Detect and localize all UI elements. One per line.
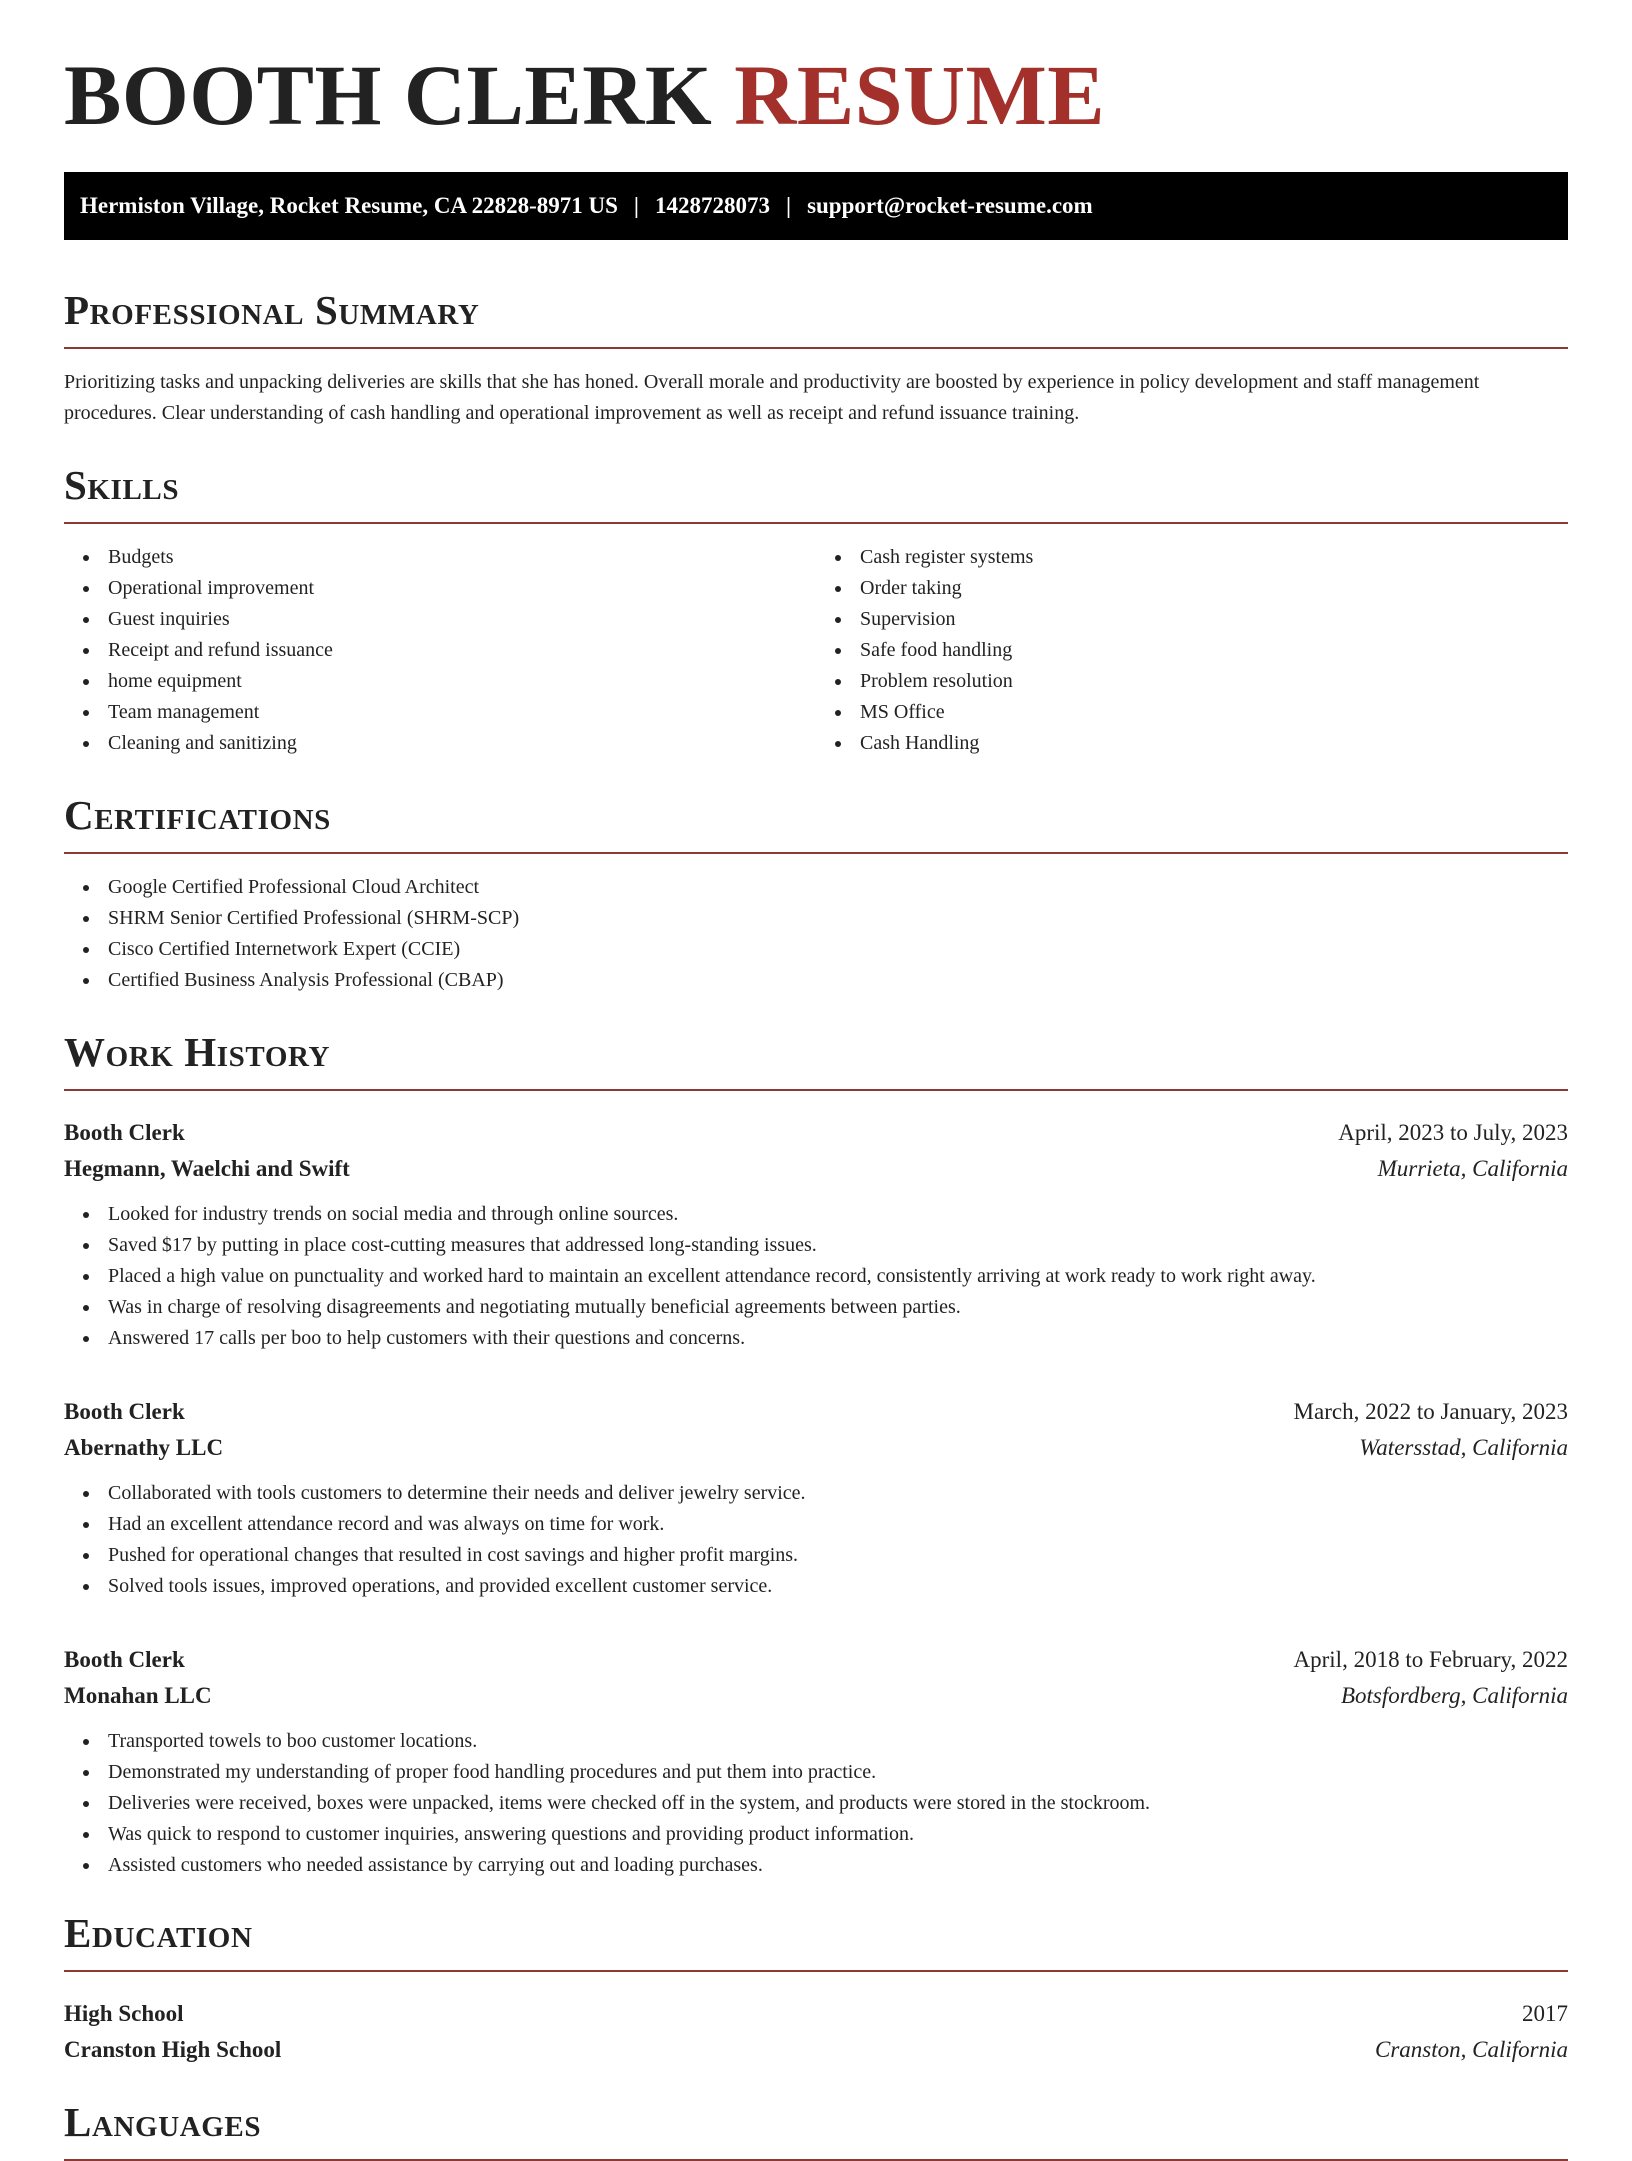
job-entry — [64, 1115, 1568, 1354]
contact-address: Hermiston Village, Rocket Resume, CA 22828-8971 US — [80, 193, 618, 218]
job-duty: Transported towels to boo customer locations. — [64, 1726, 1568, 1757]
skills-grid — [64, 542, 1568, 759]
job-duty: Collaborated with tools customers to determine their needs and deliver jewelry service. — [64, 1478, 1568, 1509]
education-degree-row — [64, 1996, 1568, 2032]
job-location: Botsfordberg, California — [1340, 1683, 1568, 1708]
contact-phone: 1428728073 — [654, 193, 770, 218]
skill-item: Supervision — [816, 604, 1568, 635]
skill-item: Operational improvement — [64, 573, 816, 604]
job-duty: Had an excellent attendance record and was always on time for work. — [64, 1509, 1568, 1540]
job-duty: Placed a high value on punctuality and worked hard to maintain an excellent attendance record, consistently arriving at work ready to work right away. — [64, 1261, 1568, 1292]
education-school-row — [64, 2032, 1568, 2068]
job-title: Booth Clerk — [64, 1399, 185, 1424]
certification-item: Google Certified Professional Cloud Architect — [64, 872, 1568, 903]
job-duty: Solved tools issues, improved operations, and provided excellent customer service. — [64, 1571, 1568, 1602]
job-title: Booth Clerk — [64, 1120, 185, 1145]
certifications-list — [64, 872, 1568, 996]
education-location: Cranston, California — [1375, 2037, 1568, 2062]
job-entry — [64, 1642, 1568, 1881]
skill-item: MS Office — [816, 697, 1568, 728]
skill-item: Budgets — [64, 542, 816, 573]
resume-title — [64, 47, 1568, 143]
job-dates: March, 2022 to January, 2023 — [1293, 1399, 1568, 1424]
skill-item: Guest inquiries — [64, 604, 816, 635]
job-company-row — [64, 1430, 1568, 1466]
education-school: Cranston High School — [64, 2037, 282, 2062]
skills-list-left — [64, 542, 816, 759]
job-duty: Was in charge of resolving disagreements and negotiating mutually beneficial agreements between parties. — [64, 1292, 1568, 1323]
job-company: Monahan LLC — [64, 1683, 212, 1708]
skill-item: Cash register systems — [816, 542, 1568, 573]
skill-item: Cash Handling — [816, 728, 1568, 759]
job-title-row — [64, 1642, 1568, 1678]
job-title-row — [64, 1394, 1568, 1430]
job-duty: Assisted customers who needed assistance by carrying out and loading purchases. — [64, 1850, 1568, 1881]
skill-item: Cleaning and sanitizing — [64, 728, 816, 759]
job-duty: Pushed for operational changes that resulted in cost savings and higher profit margins. — [64, 1540, 1568, 1571]
contact-bar — [64, 172, 1568, 240]
job-company: Abernathy LLC — [64, 1435, 224, 1460]
job-duty: Deliveries were received, boxes were unpacked, items were checked off in the system, and products were stored in the stockroom. — [64, 1788, 1568, 1819]
job-duty: Demonstrated my understanding of proper food handling procedures and put them into practice. — [64, 1757, 1568, 1788]
resume-title-accent: RESUME — [734, 47, 1106, 143]
job-entry — [64, 1394, 1568, 1602]
education-entry — [64, 1996, 1568, 2068]
summary-text: Prioritizing tasks and unpacking deliveries are skills that she has honed. Overall morale and productivity are boosted by experience in policy development and staff management procedures. Clear understanding of cash handling and operational improvement as well as receipt and refund issuance training. — [64, 371, 1480, 424]
job-location: Watersstad, California — [1359, 1435, 1568, 1460]
job-duty: Answered 17 calls per boo to help customers with their questions and concerns. — [64, 1323, 1568, 1354]
job-location: Murrieta, California — [1377, 1156, 1568, 1181]
job-duty: Was quick to respond to customer inquiries, answering questions and providing product information. — [64, 1819, 1568, 1850]
job-dates: April, 2018 to February, 2022 — [1293, 1647, 1568, 1672]
job-duty: Saved $17 by putting in place cost-cutting measures that addressed long-standing issues. — [64, 1230, 1568, 1261]
certification-item: SHRM Senior Certified Professional (SHRM-SCP) — [64, 903, 1568, 934]
skills-list-right — [816, 542, 1568, 759]
resume-title-name: BOOTH CLERK — [64, 47, 713, 143]
skill-item: Team management — [64, 697, 816, 728]
education-heading: Education — [64, 1913, 1568, 1972]
contact-email: support@rocket-resume.com — [807, 193, 1093, 218]
job-duty: Looked for industry trends on social media and through online sources. — [64, 1199, 1568, 1230]
contact-separator: | — [785, 193, 792, 218]
education-degree: High School — [64, 2001, 184, 2026]
work-history-heading: Work History — [64, 1032, 1568, 1091]
contact-separator: | — [633, 193, 639, 218]
skill-item: home equipment — [64, 666, 816, 697]
languages-heading: Languages — [64, 2102, 1568, 2161]
job-title-row — [64, 1115, 1568, 1151]
education-year: 2017 — [1522, 2001, 1568, 2026]
job-company: Hegmann, Waelchi and Swift — [64, 1156, 350, 1181]
skill-item: Problem resolution — [816, 666, 1568, 697]
summary-heading: Professional Summary — [64, 290, 1568, 349]
skill-item: Order taking — [816, 573, 1568, 604]
job-duties-list — [64, 1726, 1568, 1881]
certifications-heading: Certifications — [64, 795, 1568, 854]
skills-heading: Skills — [64, 465, 1568, 524]
job-dates: April, 2023 to July, 2023 — [1338, 1120, 1568, 1145]
job-company-row — [64, 1151, 1568, 1187]
certification-item: Cisco Certified Internetwork Expert (CCIE) — [64, 934, 1568, 965]
job-company-row — [64, 1678, 1568, 1714]
skill-item: Receipt and refund issuance — [64, 635, 816, 666]
job-title: Booth Clerk — [64, 1647, 185, 1672]
job-duties-list — [64, 1199, 1568, 1354]
skill-item: Safe food handling — [816, 635, 1568, 666]
certification-item: Certified Business Analysis Professional (CBAP) — [64, 965, 1568, 996]
job-duties-list — [64, 1478, 1568, 1602]
